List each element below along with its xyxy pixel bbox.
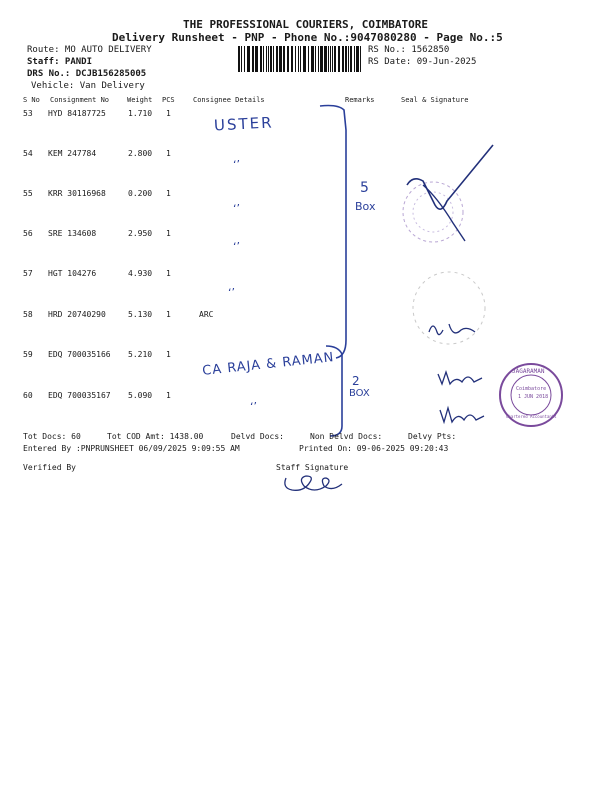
barcode-bar xyxy=(332,46,333,72)
col-sno: S No xyxy=(23,96,40,104)
barcode-bar xyxy=(308,46,309,72)
col-pcs: PCS xyxy=(162,96,175,104)
ditto-mark: ʻʼ xyxy=(228,286,235,299)
row-sno: 59 xyxy=(23,350,33,359)
stamp-text-bottom: Chartered Accountants xyxy=(506,414,557,419)
barcode-bar xyxy=(360,46,361,72)
col-seal-signature: Seal & Signature xyxy=(401,96,469,104)
rs-number: RS No.: 1562850 xyxy=(368,45,450,55)
col-consignment: Consignment No xyxy=(50,96,110,104)
barcode-bar xyxy=(238,46,240,72)
barcode-bar xyxy=(315,46,316,72)
row-consignment: SRE 134608 xyxy=(48,229,97,238)
col-consignee: Consignee Details xyxy=(193,96,265,104)
row-pcs: 1 xyxy=(166,350,171,359)
barcode-bar xyxy=(356,46,359,72)
signature-scribble xyxy=(425,318,485,343)
remark-count-2: 2 xyxy=(352,374,360,388)
row-sno: 53 xyxy=(23,109,33,118)
signature-scribble xyxy=(436,366,486,388)
row-weight: 4.930 xyxy=(128,269,153,278)
barcode-bar xyxy=(311,46,314,72)
barcode-bar xyxy=(338,46,340,72)
stamp-text-date: 1 JUN 2018 xyxy=(518,394,549,400)
barcode-bar xyxy=(273,46,274,72)
row-consignment: HRD 20740290 xyxy=(48,310,106,319)
ditto-mark: ʻʼ xyxy=(233,158,240,171)
printed-on: Printed On: 09-06-2025 09:20:43 xyxy=(299,444,449,453)
barcode-bar xyxy=(328,46,329,72)
signature-scribble xyxy=(438,404,488,426)
ditto-mark: ʻʼ xyxy=(250,400,257,413)
barcode-bar xyxy=(263,46,264,72)
barcode-bar xyxy=(270,46,272,72)
route-label: Route: MO AUTO DELIVERY xyxy=(27,45,152,55)
non-delivered-docs: Non Delvd Docs: xyxy=(310,432,383,441)
row-sno: 55 xyxy=(23,189,33,198)
signature-tick xyxy=(395,145,505,255)
vehicle-label: Vehicle: Van Delivery xyxy=(31,81,145,91)
remark-unit-1: Box xyxy=(355,200,376,213)
row-sno: 54 xyxy=(23,149,33,158)
barcode-bar xyxy=(283,46,285,72)
row-sno: 57 xyxy=(23,269,33,278)
staff-label: Staff: PANDI xyxy=(27,57,93,67)
delivery-points: Delvy Pts: xyxy=(408,432,457,441)
barcode-bar xyxy=(345,46,347,72)
runsheet-subtitle: Delivery Runsheet - PNP - Phone No.:9047080280 - Page No.:5 xyxy=(112,31,503,44)
row-consignment: EDQ 700035167 xyxy=(48,391,111,400)
barcode-bar xyxy=(298,46,299,72)
barcode-bar xyxy=(260,46,262,72)
row-weight: 1.710 xyxy=(128,109,153,118)
staff-signature-scribble xyxy=(280,468,350,496)
barcode-bar xyxy=(287,46,289,72)
company-stamp xyxy=(498,362,564,428)
barcode-bar xyxy=(268,46,269,72)
remark-unit-2: BOX xyxy=(349,388,370,399)
remarks-bracket-2 xyxy=(318,340,358,440)
stamp-text-mid: Coimbatore xyxy=(516,386,547,392)
row-consignment: EDQ 700035166 xyxy=(48,350,111,359)
row-pcs: 1 xyxy=(166,149,171,158)
col-remarks: Remarks xyxy=(345,96,375,104)
row-consignment: KEM 247784 xyxy=(48,149,97,158)
barcode-bar xyxy=(279,46,282,72)
ditto-mark: ʻʼ xyxy=(233,240,240,253)
row-sno: 60 xyxy=(23,391,33,400)
delivered-docs: Delvd Docs: xyxy=(231,432,284,441)
barcode-bar xyxy=(244,46,245,72)
row-consignment: HGT 104276 xyxy=(48,269,97,278)
row-sno: 56 xyxy=(23,229,33,238)
row-consignee-details: ARC xyxy=(199,310,214,319)
entered-by: Entered By :PNPRUNSHEET 06/09/2025 9:09:55 AM xyxy=(23,444,240,453)
row-weight: 2.800 xyxy=(128,149,153,158)
row-weight: 5.130 xyxy=(128,310,153,319)
barcode-bar xyxy=(334,46,336,72)
barcode-bar xyxy=(276,46,278,72)
verified-by: Verified By xyxy=(23,463,76,472)
barcode-bar xyxy=(303,46,306,72)
staff-signature-label: Staff Signature xyxy=(276,463,349,472)
drs-number: DRS No.: DCJB156285005 xyxy=(27,69,147,79)
barcode-bar xyxy=(318,46,319,72)
barcode-bar xyxy=(342,46,344,72)
barcode-bar xyxy=(324,46,327,72)
col-weight: Weight xyxy=(127,96,153,104)
barcode-bar xyxy=(291,46,293,72)
total-cod-amount: Tot COD Amt: 1438.00 xyxy=(107,432,204,441)
handwritten-consignee-2: CA RAJA & RAMAN xyxy=(201,350,336,379)
barcode-bar xyxy=(295,46,296,72)
remark-count-1: 5 xyxy=(360,180,369,196)
barcode xyxy=(238,46,364,72)
row-consignment: KRR 30116968 xyxy=(48,189,106,198)
barcode-bar xyxy=(300,46,301,72)
company-title: THE PROFESSIONAL COURIERS, COIMBATORE xyxy=(183,18,429,31)
row-pcs: 1 xyxy=(166,189,171,198)
barcode-bar xyxy=(247,46,250,72)
barcode-bar xyxy=(266,46,267,72)
barcode-bar xyxy=(252,46,254,72)
handwritten-consignee-1: USTER xyxy=(213,113,275,135)
row-consignment: HYD 84187725 xyxy=(48,109,106,118)
barcode-bar xyxy=(348,46,349,72)
barcode-bar xyxy=(255,46,258,72)
row-pcs: 1 xyxy=(166,109,171,118)
row-weight: 2.950 xyxy=(128,229,153,238)
barcode-bar xyxy=(354,46,355,72)
row-weight: 0.200 xyxy=(128,189,153,198)
row-weight: 5.210 xyxy=(128,350,153,359)
barcode-bar xyxy=(350,46,352,72)
barcode-bar xyxy=(330,46,331,72)
row-pcs: 1 xyxy=(166,310,171,319)
row-pcs: 1 xyxy=(166,391,171,400)
barcode-bar xyxy=(320,46,323,72)
ditto-mark: ʻʼ xyxy=(233,202,240,215)
total-docs: Tot Docs: 60 xyxy=(23,432,81,441)
row-pcs: 1 xyxy=(166,229,171,238)
barcode-bar xyxy=(241,46,242,72)
row-pcs: 1 xyxy=(166,269,171,278)
stamp-text-top: JAGARAMAN xyxy=(512,368,545,375)
row-weight: 5.090 xyxy=(128,391,153,400)
rs-date: RS Date: 09-Jun-2025 xyxy=(368,57,477,67)
row-sno: 58 xyxy=(23,310,33,319)
